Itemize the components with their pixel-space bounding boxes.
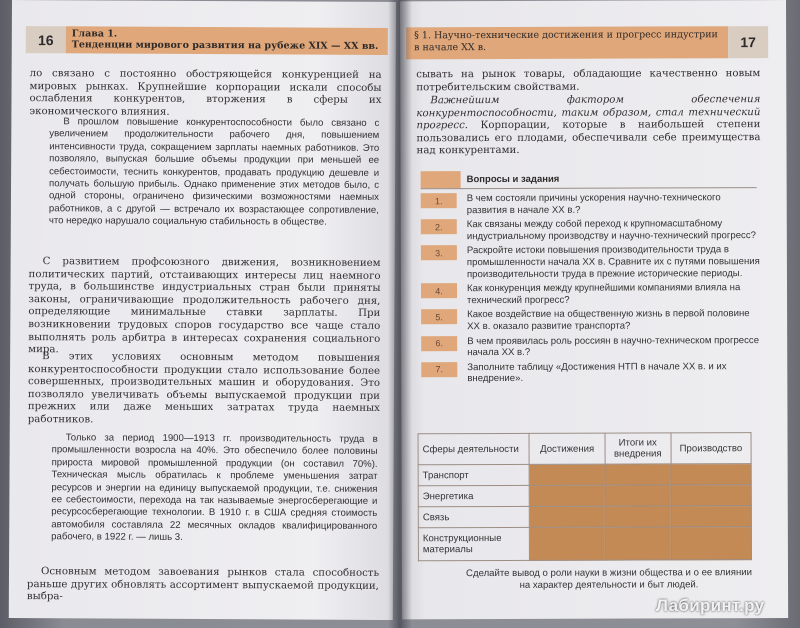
table-cell (605, 506, 671, 527)
paragraph-text: В прошлом повышение конкурентоспособности было связано с увеличением продолжительности рабочего дня, повышением интенсивности труда, сокращением зарплаты наемных работников. Это позволяло, выпуская большие объемы продукции при меньшей ее себестоимости, теснить конкурентов, продавать продукцию дешевле и получать большую прибыль. Однако применение этих методов было, с одной стороны, ограничено физическими возможностями наемных работников, а с другой — встречало их возрастающее сопротивление, что нередко нарушало социальную стабильность в обществе. (48, 116, 380, 228)
paragraph-1 (29, 68, 381, 120)
table-cell (671, 485, 751, 506)
right-page-number: 17 (728, 26, 768, 58)
table-cell (605, 485, 671, 506)
emphasis-continuation: Корпорации, которые в наибольшей степени пользовались его плодами, обеспечивали себе преимущества над конкурентами. (416, 119, 761, 157)
table-cell (530, 527, 605, 560)
paragraph-5 (51, 432, 378, 545)
question-text: Как конкуренция между крупнейшими компаниями влияла на технический прогресс? (466, 282, 741, 306)
question-item (421, 282, 761, 306)
question-item (421, 308, 761, 332)
table-header: Достижения (529, 433, 604, 464)
questions-divider (421, 187, 757, 189)
ntp-table (418, 432, 752, 561)
table-row (418, 464, 751, 486)
paragraph-6 (27, 566, 379, 606)
question-number: 3. (421, 246, 457, 261)
table-cell (671, 506, 751, 527)
table-cell (671, 464, 751, 485)
question-number: 7. (421, 362, 457, 377)
question-text: Какое воздействие на общественную жизнь в первой половине XX в. оказало развитие транспорта? (467, 308, 750, 333)
question-number: 1. (421, 193, 457, 208)
questions-header-band (421, 171, 461, 188)
table-cell (671, 527, 751, 560)
table-row (418, 506, 751, 528)
table-cell (530, 485, 605, 506)
paragraph-2 (49, 116, 380, 229)
paragraph-text: В этих условиях основным методом повышения конкурентоспособности продукции стало использование более совершенных, производительных машин и оборудования. Это позволяло увеличивать объемы выпускаемой продукции при прежних или даже меньших затратах труда наемных работников. (27, 351, 381, 426)
questions-list (421, 192, 762, 388)
paragraph-text: ло связано с постоянно обостряющейся конкуренцией на мировых рынках. Крупнейшие корпорации искали способы ослабления конкурентов, вторжения в сферы их экономического влияния. (29, 68, 382, 118)
paragraph-3 (28, 256, 381, 359)
question-item (421, 218, 761, 242)
question-item (421, 335, 761, 359)
table-cell (605, 464, 671, 485)
table-header: Итоги их внедрения (605, 433, 671, 464)
table-header: Сферы деятельности (418, 433, 530, 464)
intro-text: сывать на рынок товары, обладающие качественно новым потребительским свойствами. (416, 68, 761, 93)
section-title: § 1. Научно-технические достижения и прогресс индустрии в начале XX в. (406, 26, 728, 59)
watermark-logo: Лабиринт.ру (656, 596, 765, 615)
paragraph-4 (28, 351, 380, 428)
questions-header (421, 170, 757, 188)
table-row-label: Энергетика (418, 485, 530, 506)
question-text: В чем проявилась роль россиян в научно-техническом прогрессе начала XX в.? (467, 334, 760, 359)
chapter-title: Тенденции мирового развития на рубеже XIX — XX вв. (71, 39, 379, 52)
emphasis-text: Важнейшим фактором обеспечения конкурентоспособности, таким образом, стал технический прогресс. (416, 94, 761, 132)
chapter-label: Глава 1. (71, 28, 118, 40)
left-page-header (26, 26, 388, 55)
table-row (418, 527, 751, 561)
chapter-header (66, 26, 388, 55)
paragraph-text: Основным методом завоевания рынков стала способность раньше других обновлять ассортимент выпускаемой продукции, выбра- (26, 566, 380, 603)
book-gutter (388, 0, 412, 628)
question-number: 2. (421, 219, 457, 234)
question-number: 4. (421, 283, 457, 298)
table-row-label: Конструкционные материалы (418, 527, 530, 560)
question-item (421, 244, 761, 280)
paragraph-text: Только за период 1900—1913 гг. производительность труда в промышленности возросла на 40%. Это обеспечило более половины прироста мировой промышленной продукции (он составил 70%). Техническая мысль обратилась к проблеме уменьшения затрат ресурсов и энергии на единицу выпускаемой продукции, т.е. снижения ее себестоимости, перехода на так называемые энергосберегающие и ресурсосберегающие технологии. В 1910 г. в США средняя стоимость автомобиля составляла 22 месячных окладов квалифицированного рабочего, в 1922 г. — лишь 3. (51, 432, 378, 544)
left-page (9, 0, 396, 620)
table-row-label: Связь (418, 506, 530, 527)
table-header: Производство (671, 433, 751, 464)
table-cell (605, 527, 671, 560)
question-text: Раскройте истоки повышения производительности труда в промышленности начала XX в. Сравните их с путями повышения производительности труда в прежние исторические периоды. (466, 244, 760, 280)
left-page-number: 16 (26, 26, 66, 53)
question-text: Заполните таблицу «Достижения НТП в начале XX в. и их внедрение». (467, 360, 727, 385)
paragraph-text: С развитием профсоюзного движения, возникновением политических партий, отстаивающих интересы лиц наемного труда, в большинстве индустриальных стран были приняты законы, ограничивающие продолжительность рабочего дня, определяющие минимальные ставки зарплаты. При возникновении трудовых споров государство все чаще стало выполнять роль арбитра в интересах сохранения социального мира. (28, 256, 381, 356)
question-item (421, 192, 761, 216)
question-number: 6. (421, 336, 457, 351)
table-row (418, 485, 751, 507)
question-number: 5. (421, 309, 457, 324)
table-row-label: Транспорт (418, 464, 530, 485)
question-item (421, 361, 761, 385)
table-header-row (418, 433, 751, 465)
table-cell (530, 506, 605, 527)
questions-title: Вопросы и задания (466, 173, 560, 186)
question-text: В чем состояли причины ускорения научно-технического развития в начале XX в.? (466, 192, 721, 216)
emphasis-paragraph (416, 94, 760, 158)
intro-paragraph (416, 68, 760, 94)
table-cell (530, 464, 605, 485)
right-page-header (406, 26, 768, 59)
right-page (400, 0, 788, 619)
footer-note: Сделайте вывод о роли науки в жизни общества и о ее влиянии на характер деятельности и быт людей. (466, 567, 752, 591)
question-text: Как связаны между собой переход к крупномасштабному индустриальному производству и научно-технический прогресс? (466, 218, 756, 242)
emphasis-block (416, 94, 760, 158)
